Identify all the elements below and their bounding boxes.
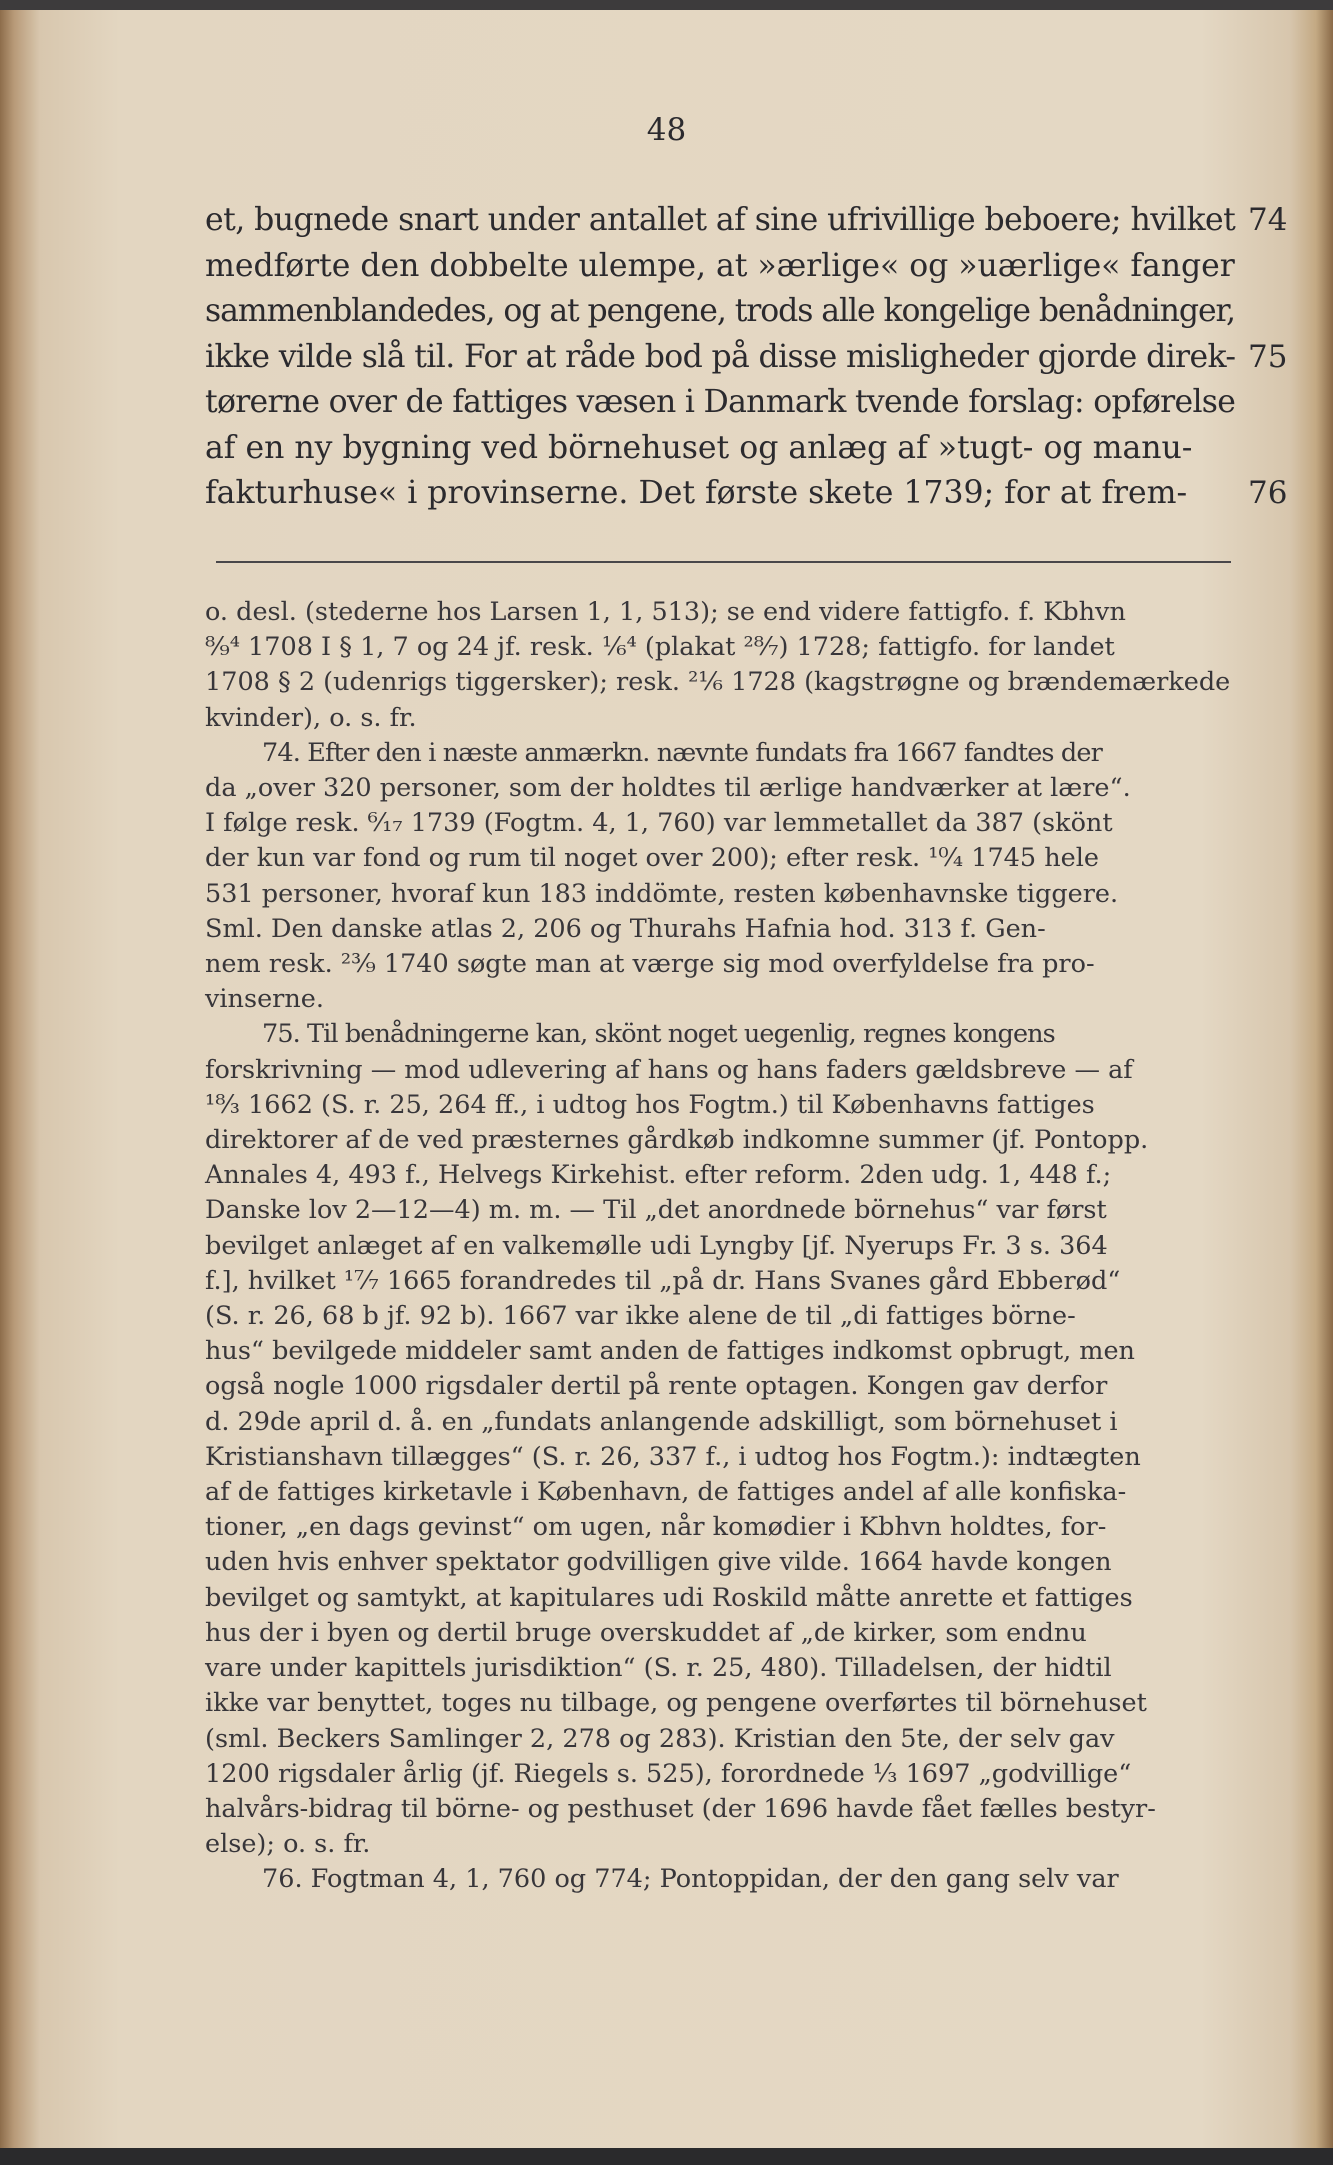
margin-note-number: 74 (1248, 202, 1288, 238)
footnote-line: (sml. Beckers Samlinger 2, 278 og 283). Kristian den 5te, der selv gav (205, 1723, 1115, 1754)
scan-bottom-edge (0, 2148, 1333, 2165)
scan-top-edge (0, 0, 1333, 10)
main-text-line: af en ny bygning ved börnehuset og anlæg af »tugt- og manu- (205, 429, 1193, 466)
footnote-line: da „over 320 personer, som der holdtes til ærlige handværker at lære“. (205, 773, 1131, 804)
footnote-line: else); o. s. fr. (205, 1829, 371, 1860)
footnote-line: ⁸⁄₉⁴ 1708 I § 1, 7 og 24 jf. resk. ¹⁄₆⁴ (plakat ²⁸⁄₇) 1728; fattigfo. for landet (205, 632, 1115, 663)
main-text (205, 198, 1235, 517)
footnote-line: også nogle 1000 rigsdaler dertil på rente optagen. Kongen gav derfor (205, 1371, 1108, 1402)
footnote-line: Sml. Den danske atlas 2, 206 og Thurahs Hafnia hod. 313 f. Gen- (205, 913, 1046, 944)
footnote-line: ¹⁸⁄₃ 1662 (S. r. 25, 264 ff., i udtog hos Fogtm.) til Københavns fattiges (205, 1089, 1095, 1120)
footnote-line: hus“ bevilgede middeler samt anden de fattiges indkomst opbrugt, men (205, 1336, 1135, 1367)
footnote-line: uden hvis enhver spektator godvilligen give vilde. 1664 havde kongen (205, 1547, 1112, 1578)
footnote-line: o. desl. (stederne hos Larsen 1, 1, 513); se end videre fattigfo. f. Kbhvn (205, 597, 1126, 627)
footnote-line: 1708 § 2 (udenrigs tiggersker); resk. ²¹⁄₆ 1728 (kagstrøgne og brændemærkede (205, 667, 1231, 698)
footnote-line: (S. r. 26, 68 b jf. 92 b). 1667 var ikke alene de til „di fattiges börne- (205, 1301, 1076, 1332)
footnote-line: 76. Fogtman 4, 1, 760 og 774; Pontoppidan, der den gang selv var (262, 1864, 1119, 1895)
footnote-line: bevilget anlæget af en valkemølle udi Lyngby [jf. Nyerups Fr. 3 s. 364 (205, 1230, 1108, 1261)
footnote-line: Kristianshavn tillægges“ (S. r. 26, 337 f., i udtog hos Fogtm.): indtægten (205, 1441, 1141, 1472)
margin-note-number: 76 (1248, 475, 1288, 511)
footnote-line: d. 29de april d. å. en „fundats anlangende adskilligt, som börnehuset i (205, 1406, 1118, 1437)
footnote-line: f.], hvilket ¹⁷⁄₇ 1665 forandredes til „på dr. Hans Svanes gård Ebberød“ (205, 1265, 1121, 1296)
margin-note-number: 75 (1248, 338, 1288, 375)
footnote-line: vare under kapittels jurisdiktion“ (S. r. 25, 480). Tilladelsen, der hidtil (205, 1653, 1112, 1684)
footnote-line: der kun var fond og rum til noget over 200); efter resk. ¹⁰⁄₄ 1745 hele (205, 843, 1099, 874)
footnote-line: I følge resk. ⁶⁄₁₇ 1739 (Fogtm. 4, 1, 760) var lemmetallet da 387 (skönt (205, 808, 1113, 839)
main-text-line: medførte den dobbelte ulempe, at »ærlige« og »uærlige« fanger (205, 247, 1235, 284)
page-number: 48 (646, 112, 687, 148)
footnote-line: vinserne. (205, 984, 324, 1015)
main-text-line: tørerne over de fattiges væsen i Danmark tvende forslag: opførelse (205, 384, 1236, 420)
footnote-line: hus der i byen og dertil bruge overskuddet af „de kirker, som endnu (205, 1617, 1087, 1648)
main-text-line: et, bugnede snart under antallet af sine ufrivillige beboere; hvilket (205, 202, 1236, 238)
main-text-line: sammenblandedes, og at pengene, trods alle kongelige benådninger, (205, 293, 1235, 329)
footnote-line: kvinder), o. s. fr. (205, 702, 417, 733)
main-text-line: fakturhuse« i provinserne. Det første skete 1739; for at frem- (205, 475, 1188, 511)
footnote-line: 75. Til benådningerne kan, skönt noget uegenlig, regnes kongens (262, 1019, 1055, 1050)
footnote-line: 1200 rigsdaler årlig (jf. Riegels s. 525), forordnede ¹⁄₃ 1697 „godvillige“ (205, 1758, 1132, 1789)
footnotes (205, 595, 1235, 1898)
footnote-line: 74. Efter den i næste anmærkn. nævnte fundats fra 1667 fandtes der (262, 737, 1102, 768)
main-text-line: ikke vilde slå til. For at råde bod på disse misligheder gjorde direk- (205, 338, 1236, 375)
footnote-line: halvårs-bidrag til börne- og pesthuset (der 1696 havde fået fælles bestyr- (205, 1793, 1156, 1824)
footnote-line: bevilget og samtykt, at kapitulares udi Roskild måtte anrette et fattiges (205, 1582, 1133, 1613)
footnote-line: forskrivning — mod udlevering af hans og hans faders gældsbreve — af (205, 1054, 1133, 1085)
footnote-separator-rule (216, 561, 1231, 563)
footnote-line: tioner, „en dags gevinst“ om ugen, når komødier i Kbhvn holdtes, for- (205, 1512, 1107, 1543)
footnote-line: Annales 4, 493 f., Helvegs Kirkehist. efter reform. 2den udg. 1, 448 f.; (205, 1160, 1112, 1191)
footnote-line: 531 personer, hvoraf kun 183 inddömte, resten københavnske tiggere. (205, 878, 1119, 909)
footnote-line: af de fattiges kirketavle i København, de fattiges andel af alle konfiska- (205, 1477, 1127, 1508)
footnote-line: Danske lov 2—12—4) m. m. — Til „det anordnede börnehus“ var først (205, 1195, 1107, 1226)
footnote-line: direktorer af de ved præsternes gårdkøb indkomne summer (jf. Pontopp. (205, 1125, 1149, 1156)
footnote-line: ikke var benyttet, toges nu tilbage, og pengene overførtes til börnehuset (205, 1688, 1147, 1719)
footnote-line: nem resk. ²³⁄₉ 1740 søgte man at værge sig mod overfyldelse fra pro- (205, 949, 1095, 980)
